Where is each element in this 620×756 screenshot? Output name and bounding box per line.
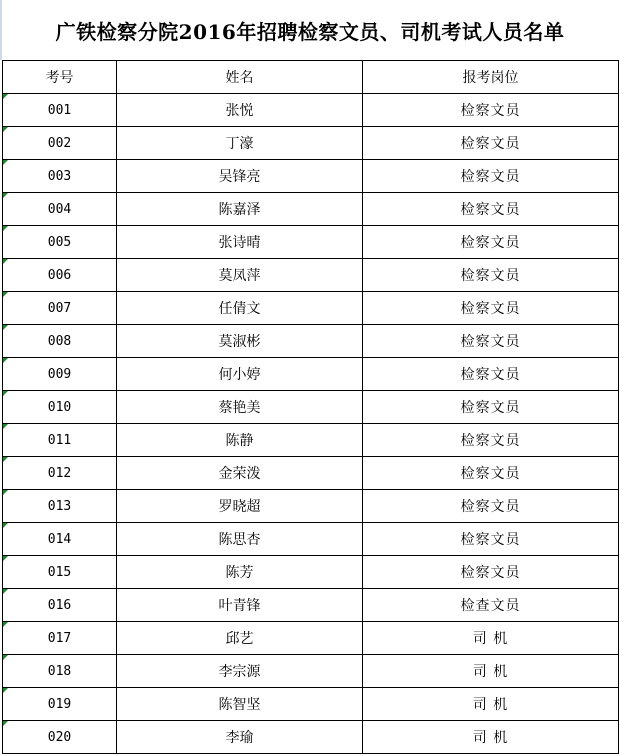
exam-number-text: 001 [47, 102, 72, 118]
table-row [3, 721, 619, 754]
text-number-warning-icon [3, 325, 8, 330]
text-number-warning-icon [3, 259, 8, 264]
text-number-warning-icon [3, 457, 8, 462]
exam-number-text: 019 [47, 696, 72, 712]
cell-position[interactable]: 检察文员 [363, 358, 619, 391]
exam-number-text: 012 [47, 465, 72, 481]
cell-position[interactable]: 司 机 [363, 655, 619, 688]
table-row [3, 226, 619, 259]
cell-position[interactable]: 检察文员 [363, 127, 619, 160]
cell-exam-number[interactable] [3, 655, 117, 688]
exam-number-text: 007 [47, 300, 72, 316]
table-header-row [3, 61, 619, 94]
cell-exam-number[interactable] [3, 358, 117, 391]
exam-number-text: 005 [47, 234, 72, 250]
table-row [3, 391, 619, 424]
cell-position[interactable]: 检察文员 [363, 556, 619, 589]
cell-name[interactable]: 陈思杏 [117, 523, 363, 556]
cell-exam-number[interactable] [3, 622, 117, 655]
column-header-number[interactable]: 考号 [3, 61, 117, 94]
exam-number-text: 014 [47, 531, 72, 547]
cell-name[interactable]: 何小婷 [117, 358, 363, 391]
cell-name[interactable]: 蔡艳美 [117, 391, 363, 424]
table-row [3, 259, 619, 292]
cell-position[interactable]: 检察文员 [363, 226, 619, 259]
page-title: 广铁检察分院2016年招聘检察文员、司机考试人员名单 [55, 19, 565, 44]
table-row [3, 127, 619, 160]
table-row [3, 292, 619, 325]
cell-exam-number[interactable] [3, 94, 117, 127]
cell-position[interactable]: 检查文员 [363, 589, 619, 622]
cell-position[interactable]: 检察文员 [363, 193, 619, 226]
cell-position[interactable]: 司 机 [363, 622, 619, 655]
table-row [3, 490, 619, 523]
cell-position[interactable]: 检察文员 [363, 325, 619, 358]
exam-number-text: 016 [47, 597, 72, 613]
text-number-warning-icon [3, 523, 8, 528]
cell-name[interactable]: 邱艺 [117, 622, 363, 655]
text-number-warning-icon [3, 556, 8, 561]
table-row [3, 655, 619, 688]
cell-exam-number[interactable] [3, 226, 117, 259]
exam-number-text: 002 [47, 135, 72, 151]
exam-number-text: 015 [47, 564, 72, 580]
text-number-warning-icon [3, 589, 8, 594]
cell-exam-number[interactable] [3, 127, 117, 160]
table-row [3, 523, 619, 556]
text-number-warning-icon [3, 226, 8, 231]
table-row [3, 325, 619, 358]
cell-exam-number[interactable] [3, 457, 117, 490]
table-row [3, 622, 619, 655]
cell-name[interactable]: 李瑜 [117, 721, 363, 754]
cell-name[interactable]: 金荣泼 [117, 457, 363, 490]
exam-number-text: 004 [47, 201, 72, 217]
cell-name[interactable]: 陈芳 [117, 556, 363, 589]
table-row [3, 589, 619, 622]
cell-exam-number[interactable] [3, 688, 117, 721]
cell-exam-number[interactable] [3, 721, 117, 754]
table-row [3, 556, 619, 589]
cell-position[interactable]: 检察文员 [363, 490, 619, 523]
table-row [3, 193, 619, 226]
text-number-warning-icon [3, 622, 8, 627]
text-number-warning-icon [3, 721, 8, 726]
exam-number-text: 009 [47, 366, 72, 382]
text-number-warning-icon [3, 358, 8, 363]
table-row [3, 457, 619, 490]
text-number-warning-icon [3, 655, 8, 660]
text-number-warning-icon [3, 688, 8, 693]
cell-position[interactable]: 检察文员 [363, 457, 619, 490]
text-number-warning-icon [3, 193, 8, 198]
cell-exam-number[interactable] [3, 556, 117, 589]
cell-name[interactable]: 张诗晴 [117, 226, 363, 259]
cell-name[interactable]: 莫淑彬 [117, 325, 363, 358]
exam-number-text: 017 [47, 630, 72, 646]
cell-position[interactable]: 司 机 [363, 688, 619, 721]
text-number-warning-icon [3, 160, 8, 165]
text-number-warning-icon [3, 424, 8, 429]
cell-exam-number[interactable] [3, 424, 117, 457]
exam-number-text: 020 [47, 729, 72, 745]
exam-number-text: 010 [47, 399, 72, 415]
text-number-warning-icon [3, 292, 8, 297]
cell-name[interactable]: 罗晓超 [117, 490, 363, 523]
candidate-table [2, 60, 619, 754]
cell-exam-number[interactable] [3, 391, 117, 424]
cell-position[interactable]: 检察文员 [363, 160, 619, 193]
cell-position[interactable]: 检察文员 [363, 424, 619, 457]
exam-number-text: 013 [47, 498, 72, 514]
cell-name[interactable]: 吴锋亮 [117, 160, 363, 193]
exam-number-text: 018 [47, 663, 72, 679]
table-row [3, 424, 619, 457]
column-header-name[interactable]: 姓名 [117, 61, 363, 94]
cell-exam-number[interactable] [3, 160, 117, 193]
cell-name[interactable]: 陈智坚 [117, 688, 363, 721]
column-header-position[interactable]: 报考岗位 [363, 61, 619, 94]
cell-name[interactable]: 李宗源 [117, 655, 363, 688]
cell-exam-number[interactable] [3, 523, 117, 556]
table-row [3, 358, 619, 391]
exam-number-text: 008 [47, 333, 72, 349]
cell-position[interactable]: 检察文员 [363, 259, 619, 292]
text-number-warning-icon [3, 490, 8, 495]
cell-exam-number[interactable] [3, 589, 117, 622]
cell-position[interactable]: 检察文员 [363, 523, 619, 556]
text-number-warning-icon [3, 94, 8, 99]
table-row [3, 160, 619, 193]
table-row [3, 94, 619, 127]
text-number-warning-icon [3, 391, 8, 396]
cell-exam-number[interactable] [3, 259, 117, 292]
cell-position[interactable]: 检察文员 [363, 391, 619, 424]
cell-name[interactable]: 陈静 [117, 424, 363, 457]
cell-name[interactable]: 莫凤萍 [117, 259, 363, 292]
table-body [3, 94, 619, 754]
exam-number-text: 011 [47, 432, 72, 448]
cell-position[interactable]: 检察文员 [363, 94, 619, 127]
exam-number-text: 006 [47, 267, 72, 283]
cell-exam-number[interactable] [3, 325, 117, 358]
cell-name[interactable]: 丁濠 [117, 127, 363, 160]
cell-name[interactable]: 陈嘉泽 [117, 193, 363, 226]
cell-name[interactable]: 叶青锋 [117, 589, 363, 622]
cell-position[interactable]: 检察文员 [363, 292, 619, 325]
text-number-warning-icon [3, 127, 8, 132]
cell-exam-number[interactable] [3, 193, 117, 226]
exam-number-text: 003 [47, 168, 72, 184]
cell-position[interactable]: 司 机 [363, 721, 619, 754]
cell-name[interactable]: 张悦 [117, 94, 363, 127]
table-row [3, 688, 619, 721]
cell-name[interactable]: 任倩文 [117, 292, 363, 325]
cell-exam-number[interactable] [3, 490, 117, 523]
cell-exam-number[interactable] [3, 292, 117, 325]
